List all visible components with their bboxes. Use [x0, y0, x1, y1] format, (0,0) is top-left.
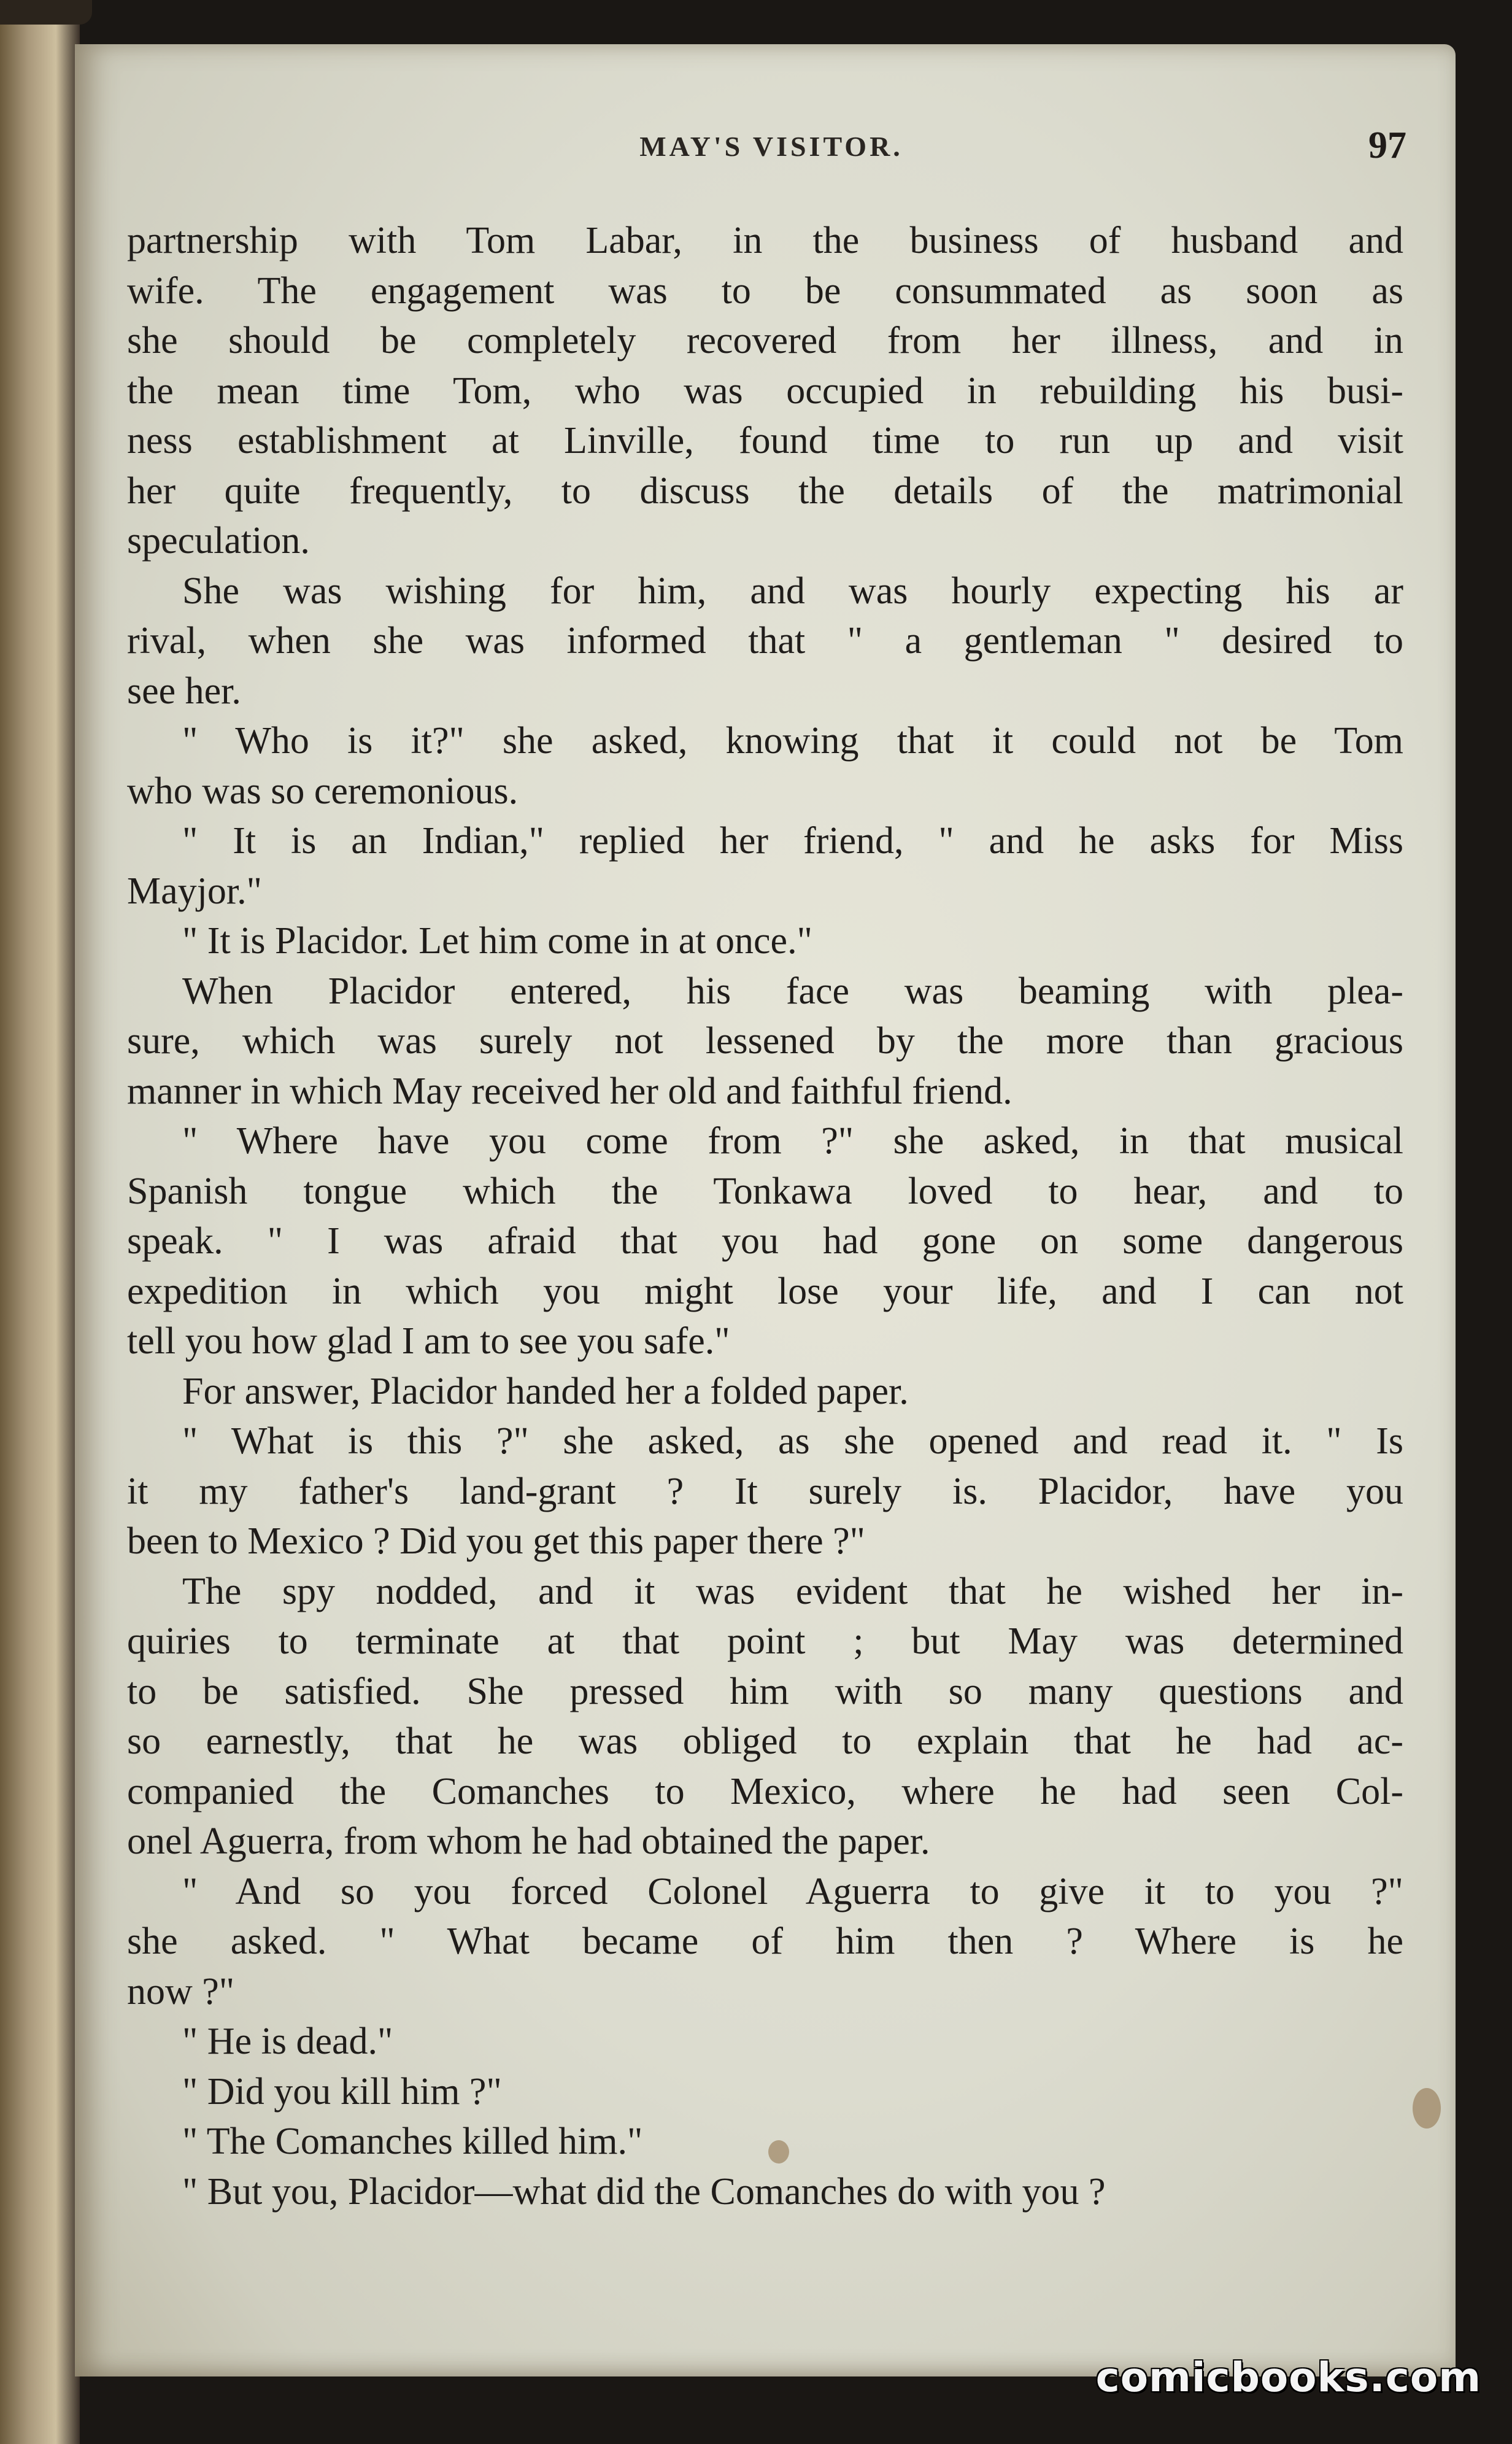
text-line: she asked. " What became of him then ? Where is he — [127, 1920, 1403, 1962]
text-line: onel Aguerra, from whom he had obtained the paper. — [127, 1820, 930, 1862]
text-line: " He is dead." — [182, 2021, 393, 2062]
text-line: " The Comanches killed him." — [182, 2121, 643, 2162]
text-line: companied the Comanches to Mexico, where he had seen Col- — [127, 1770, 1403, 1812]
text-line: expedition in which you might lose your life, and I can not — [127, 1270, 1403, 1312]
running-title: MAY'S VISITOR. — [639, 131, 903, 162]
page-header — [133, 125, 1410, 185]
book-spine-corner — [0, 0, 92, 25]
text-line: ness establishment at Linville, found time to run up and visit — [127, 420, 1403, 462]
text-line: Spanish tongue which the Tonkawa loved to hear, and to — [127, 1170, 1403, 1212]
text-line: wife. The engagement was to be consummated as soon as — [127, 269, 1403, 312]
text-line: " And so you forced Colonel Aguerra to give it to you ?" — [182, 1870, 1403, 1912]
text-line: The spy nodded, and it was evident that he wished her in- — [182, 1570, 1403, 1612]
text-line: see her. — [127, 670, 241, 712]
text-line: " But you, Placidor—what did the Comanches do with you ? — [182, 2170, 1106, 2213]
text-line: tell you how glad I am to see you safe." — [127, 1320, 730, 1362]
page-number: 97 — [1368, 125, 1406, 166]
text-line: partnership with Tom Labar, in the business of husband and — [127, 220, 1403, 261]
text-line: rival, when she was informed that " a gentleman " desired to — [127, 620, 1403, 662]
text-line: speak. " I was afraid that you had gone on some dangerous — [127, 1220, 1403, 1262]
ink-smudge — [1413, 2088, 1441, 2129]
text-line: now ?" — [127, 1970, 235, 2013]
text-line: quiries to terminate at that point ; but May was determined — [127, 1620, 1403, 1662]
text-line: so earnestly, that he was obliged to explain that he had ac- — [127, 1720, 1403, 1762]
text-line: For answer, Placidor handed her a folded paper. — [182, 1370, 909, 1412]
text-line: sure, which was surely not lessened by the more than gracious — [127, 1020, 1403, 1062]
text-line: speculation. — [127, 520, 310, 562]
text-line: her quite frequently, to discuss the details of the matrimonial — [127, 470, 1403, 512]
text-line: " Where have you come from ?" she asked, in that musical — [182, 1120, 1403, 1162]
text-line: " Did you kill him ?" — [182, 2070, 502, 2113]
text-line: manner in which May received her old and faithful friend. — [127, 1070, 1012, 1112]
text-line: to be satisfied. She pressed him with so many questions and — [127, 1670, 1403, 1712]
watermark: comicbooks.com — [1095, 2354, 1481, 2401]
text-line: " Who is it?" she asked, knowing that it could not be Tom — [182, 720, 1403, 762]
text-line: When Placidor entered, his face was beaming with plea- — [182, 970, 1403, 1012]
text-line: Mayjor." — [127, 870, 262, 912]
text-line: she should be completely recovered from her illness, and in — [127, 320, 1403, 362]
book-spine — [0, 0, 80, 2444]
text-line: She was wishing for him, and was hourly expecting his ar — [182, 570, 1403, 612]
text-line: " It is Placidor. Let him come in at once." — [182, 920, 812, 962]
text-line: the mean time Tom, who was occupied in rebuilding his busi- — [127, 369, 1403, 412]
text-line: it my father's land-grant ? It surely is. Placidor, have you — [127, 1470, 1403, 1512]
text-line: who was so ceremonious. — [127, 770, 519, 812]
text-line: been to Mexico ? Did you get this paper there ?" — [127, 1520, 865, 1562]
book-page — [75, 44, 1456, 2376]
ink-smudge — [768, 2140, 789, 2164]
text-line: " It is an Indian," replied her friend, " and he asks for Miss — [182, 820, 1403, 862]
text-line: " What is this ?" she asked, as she opened and read it. " Is — [182, 1420, 1403, 1462]
body-text — [127, 216, 1403, 2217]
